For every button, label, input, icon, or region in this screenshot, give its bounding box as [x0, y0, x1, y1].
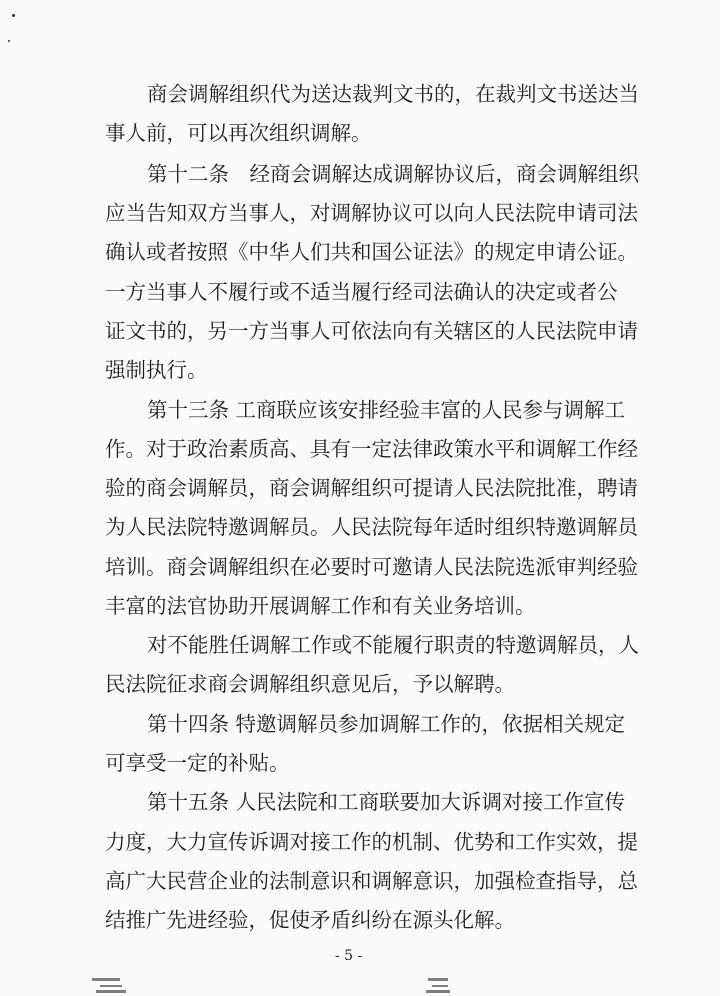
scan-speck — [8, 40, 10, 42]
text-line: 验的商会调解员，商会调解组织可提请人民法院批准，聘请 — [105, 476, 638, 500]
text-line: 第十三条 工商联应该安排经验丰富的人民参与调解工 — [147, 398, 626, 422]
text-line: 力度，大力宣传诉调对接工作的机制、优势和工作实效，提 — [105, 830, 638, 854]
text-line: 民法院征求商会调解组织意见后，予以解聘。 — [105, 672, 515, 696]
text-line: 作。对于政治素质高、具有一定法律政策水平和调解工作经 — [105, 437, 638, 461]
text-line: 事人前，可以再次组织调解。 — [105, 121, 372, 145]
scan-artifact — [96, 990, 126, 993]
text-line: 证文书的，另一方当事人可依法向有关辖区的人民法院申请 — [105, 319, 638, 343]
text-line: 商会调解组织代为送达裁判文书的，在裁判文书送达当 — [147, 82, 639, 106]
scan-artifact — [92, 978, 120, 981]
scan-artifact — [426, 990, 450, 993]
scan-speck — [12, 14, 15, 17]
text-line: 第十二条 经商会调解达成调解协议后，商会调解组织 — [147, 162, 639, 186]
text-line: 丰富的法官协助开展调解工作和有关业务培训。 — [105, 594, 536, 618]
text-line: 第十五条 人民法院和工商联要加大诉调对接工作宣传 — [147, 790, 626, 814]
text-line: 对不能胜任调解工作或不能履行职责的特邀调解员，人 — [147, 633, 639, 657]
scan-artifact — [432, 985, 448, 987]
text-line: 应当告知双方当事人，对调解协议可以向人民法院申请司法 — [105, 201, 638, 225]
text-line: 一方当事人不履行或不适当履行经司法确认的决定或者公 — [105, 280, 618, 304]
text-line: 强制执行。 — [105, 358, 208, 382]
page-number: - 5 - — [335, 948, 363, 964]
text-line: 结推广先进经验，促使矛盾纠纷在源头化解。 — [105, 908, 515, 932]
text-line: 培训。商会调解组织在必要时可邀请人民法院选派审判经验 — [105, 555, 638, 579]
text-line: 可享受一定的补贴。 — [105, 751, 290, 775]
text-line: 确认或者按照《中华人们共和国公证法》的规定申请公证。 — [105, 240, 638, 264]
scan-artifact — [100, 985, 122, 987]
text-line: 为人民法院特邀调解员。人民法院每年适时组织特邀调解员 — [105, 515, 638, 539]
text-line: 高广大民营企业的法制意识和调解意识，加强检查指导，总 — [105, 869, 638, 893]
scan-artifact — [428, 978, 448, 981]
text-line: 第十四条 特邀调解员参加调解工作的，依据相关规定 — [147, 712, 626, 736]
